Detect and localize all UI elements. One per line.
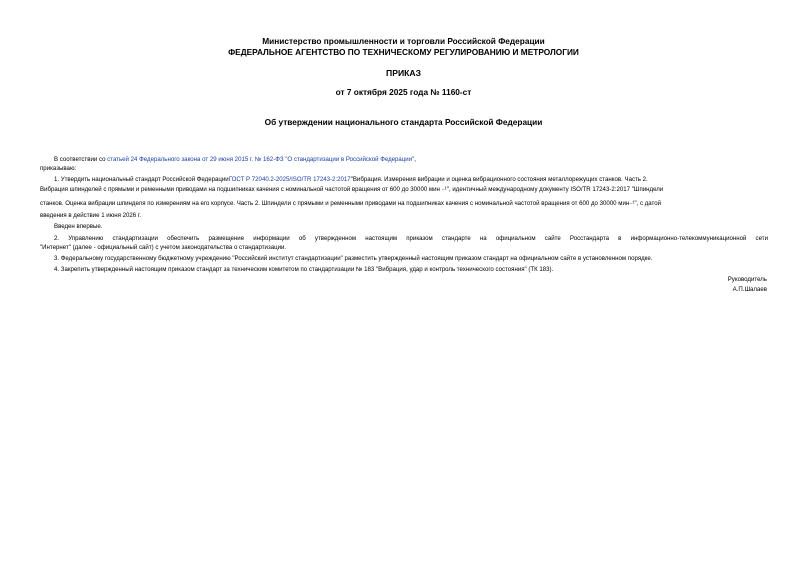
item1-intro: Введен впервые. [54,223,103,230]
item1-title-part1: "Вибрация. Измерения вибрации и оценка вибрационного состояния металлорежущих станков. Часть 2. [350,176,648,183]
document-subject: Об утверждении национального стандарта Российской Федерации [264,117,543,127]
item4-text: 4. Закрепить утвержденный настоящим приказом стандарт за техническим комитетом по стандартизации № 183 "Вибрация, удар и контроль технического состояния" (ТК 183). [54,266,554,273]
signature-name: А.П.Шалаев [732,286,767,293]
law-link[interactable]: статьей 24 Федерального закона от 29 июня 2015 г. № 162-ФЗ "О стандартизации в Российской Федерации" [107,156,415,163]
preamble-prefix: В соответствии со [54,156,108,163]
preamble-suffix: , [414,156,416,163]
item1-line1 [54,176,648,184]
item1-line3: станков. Оценка вибрации шпинделя по измерениям на его корпусе. Часть 2. Шпиндели с прямыми и ременными приводами на подшипниках качения с номинальной частотой вращения от 600 до 30000 мин₋¹", с датой [40,200,662,207]
item1-lead: 1. Утвердить национальный стандарт Российской Федерации [54,176,229,183]
item2-line1: 2. Управлению стандартизации обеспечить размещение информации об утвержденном настоящим приказом стандарте на официальном сайте Росстандарта в информационно-телекоммуникационной сети [54,235,768,242]
item2-line2: "Интернет" (далее - официальный сайт) с учетом законодательства о стандартизации. [40,244,287,251]
gost-link[interactable]: ГОСТ Р 72040.2-2025/ISO/TR 17243-2:2017 [228,176,351,183]
order-word: приказываю: [40,165,77,172]
signature-role: Руководитель [727,276,767,283]
item3-text: 3. Федеральному государственному бюджетному учреждению "Российский институт стандартизации" разместить утвержденный настоящим приказом стандарт на официальном сайте в установленном порядке. [54,255,653,262]
ministry-name: Министерство промышленности и торговли Российской Федерации [262,36,545,46]
item1-line4: введения в действие 1 июня 2026 г. [40,212,142,219]
document-type: ПРИКАЗ [386,68,421,78]
agency-name: ФЕДЕРАЛЬНОЕ АГЕНТСТВО ПО ТЕХНИЧЕСКОМУ РЕГУЛИРОВАНИЮ И МЕТРОЛОГИИ [228,47,579,57]
preamble [54,156,416,164]
document-date-number: от 7 октября 2025 года № 1160-ст [335,87,472,97]
item1-line2: Вибрация шпинделей с прямыми и ременными приводами на подшипниках качения с номинальной частотой вращения от 600 до 30000 мин ₋¹", идентичный международному документу ISO/TR 17243-2:2017 "Шпиндели [40,186,664,193]
